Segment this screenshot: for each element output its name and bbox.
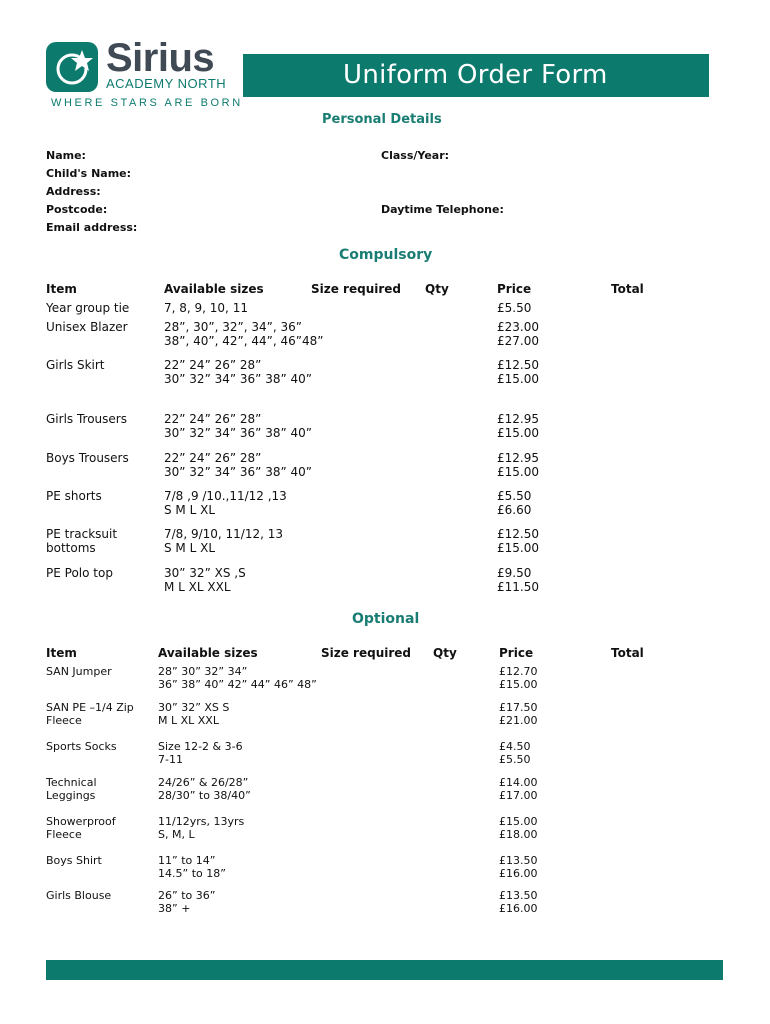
row-price: £18.00 (499, 827, 538, 841)
postcode-label: Postcode: (46, 203, 108, 216)
row-sizes: 38”, 40”, 42”, 44”, 46”48” (164, 334, 324, 348)
row-price: £15.00 (497, 541, 539, 555)
row-price: £4.50 (499, 740, 531, 753)
row-sizes: 28”, 30”, 32”, 34”, 36” (164, 320, 302, 334)
row-item: bottoms (46, 541, 96, 555)
row-item: Sports Socks (46, 740, 117, 753)
row-sizes: 28” 30” 32” 34” (158, 665, 248, 678)
row-sizes: 24/26” & 26/28” (158, 776, 249, 789)
logo-name: Sirius (106, 36, 215, 80)
row-price: £17.50 (499, 701, 538, 714)
compulsory-header-size-required: Size required (311, 282, 402, 296)
optional-header-item: Item (46, 646, 77, 660)
row-price: £12.50 (497, 527, 539, 541)
row-price: £16.00 (499, 866, 538, 880)
row-item: Showerproof (46, 815, 116, 828)
row-sizes: 11/12yrs, 13yrs (158, 815, 245, 828)
row-price: £11.50 (497, 580, 539, 594)
logo-tagline: WHERE STARS ARE BORN (51, 97, 243, 109)
row-item: PE shorts (46, 489, 102, 503)
row-price: £17.00 (499, 788, 538, 802)
optional-heading: Optional (352, 611, 420, 627)
compulsory-heading: Compulsory (339, 247, 433, 263)
row-price: £27.00 (497, 334, 539, 348)
email-label: Email address: (46, 221, 138, 234)
telephone-label: Daytime Telephone: (381, 203, 504, 216)
row-sizes: 36” 38” 40” 42” 44” 46” 48” (158, 677, 317, 691)
row-price: £9.50 (497, 566, 532, 580)
row-sizes: 30” 32” XS ,S (164, 566, 246, 580)
title-bar (243, 54, 709, 97)
child-name-label: Child's Name: (46, 167, 132, 180)
row-price: £15.00 (499, 815, 538, 828)
row-sizes: 30” 32” XS S (158, 701, 230, 714)
row-item: Girls Blouse (46, 889, 112, 902)
row-sizes: 7-11 (158, 752, 183, 766)
row-sizes: 22” 24” 26” 28” (164, 412, 262, 426)
name-label: Name: (46, 149, 86, 162)
row-price: £21.00 (499, 713, 538, 727)
row-sizes: S, M, L (158, 827, 195, 841)
row-item: Boys Shirt (46, 854, 102, 867)
row-sizes: S M L XL (164, 541, 216, 555)
row-sizes: M L XL XXL (158, 713, 219, 727)
compulsory-header-qty: Qty (425, 282, 449, 296)
logo-subtitle: ACADEMY NORTH (106, 76, 227, 91)
row-sizes: 26” to 36” (158, 889, 216, 902)
row-sizes: 11” to 14” (158, 854, 216, 867)
row-price: £23.00 (497, 320, 539, 334)
row-sizes: 14.5” to 18” (158, 866, 226, 880)
row-price: £6.60 (497, 503, 532, 517)
compulsory-header-price: Price (497, 282, 532, 296)
row-item: Year group tie (46, 301, 130, 315)
row-price: £15.00 (497, 426, 539, 440)
row-sizes: 22” 24” 26” 28” (164, 358, 262, 372)
row-price: £15.00 (499, 677, 538, 691)
row-item: SAN Jumper (46, 665, 112, 678)
row-price: £12.70 (499, 665, 538, 678)
personal-details-heading: Personal Details (322, 112, 442, 127)
row-price: £5.50 (497, 301, 532, 315)
row-sizes: 7/8 ,9 /10.,11/12 ,13 (164, 489, 287, 503)
row-sizes: S M L XL (164, 503, 216, 517)
school-logo (46, 36, 243, 115)
optional-header-price: Price (499, 646, 534, 660)
row-sizes: 28/30” to 38/40” (158, 788, 251, 802)
row-price: £12.50 (497, 358, 539, 372)
row-sizes: 7, 8, 9, 10, 11 (164, 301, 248, 315)
compulsory-header-sizes: Available sizes (164, 282, 264, 296)
row-item: Girls Skirt (46, 358, 105, 372)
compulsory-header-item: Item (46, 282, 77, 296)
row-item: Technical (46, 776, 97, 789)
row-item: Fleece (46, 827, 82, 841)
row-price: £16.00 (499, 901, 538, 915)
row-price: £12.95 (497, 412, 539, 426)
row-item: PE Polo top (46, 566, 113, 580)
row-price: £14.00 (499, 776, 538, 789)
optional-header-sizes: Available sizes (158, 646, 258, 660)
compulsory-header-total: Total (611, 282, 644, 296)
row-item: PE tracksuit (46, 527, 118, 541)
optional-header-total: Total (611, 646, 644, 660)
row-item: Boys Trousers (46, 451, 129, 465)
page-title: Uniform Order Form (343, 60, 608, 90)
row-price: £12.95 (497, 451, 539, 465)
row-sizes: Size 12-2 & 3-6 (158, 740, 243, 753)
row-sizes: 30” 32” 34” 36” 38” 40” (164, 426, 312, 440)
address-label: Address: (46, 185, 101, 198)
optional-header-qty: Qty (433, 646, 457, 660)
optional-header-size-required: Size required (321, 646, 412, 660)
row-item: SAN PE –1/4 Zip (46, 701, 134, 714)
class-year-label: Class/Year: (381, 149, 450, 162)
row-sizes: 22” 24” 26” 28” (164, 451, 262, 465)
row-sizes: M L XL XXL (164, 580, 231, 594)
star-logo-icon (46, 42, 98, 92)
row-price: £5.50 (499, 752, 531, 766)
row-sizes: 7/8, 9/10, 11/12, 13 (164, 527, 283, 541)
row-price: £5.50 (497, 489, 532, 503)
row-sizes: 30” 32” 34” 36” 38” 40” (164, 465, 312, 479)
row-price: £13.50 (499, 854, 538, 867)
row-item: Girls Trousers (46, 412, 127, 426)
row-sizes: 30” 32” 34” 36” 38” 40” (164, 372, 312, 386)
footer-bar (46, 960, 723, 980)
row-item: Leggings (46, 788, 96, 802)
row-item: Fleece (46, 713, 82, 727)
row-item: Unisex Blazer (46, 320, 128, 334)
row-price: £15.00 (497, 372, 539, 386)
row-price: £15.00 (497, 465, 539, 479)
row-sizes: 38” + (158, 901, 191, 915)
row-price: £13.50 (499, 889, 538, 902)
